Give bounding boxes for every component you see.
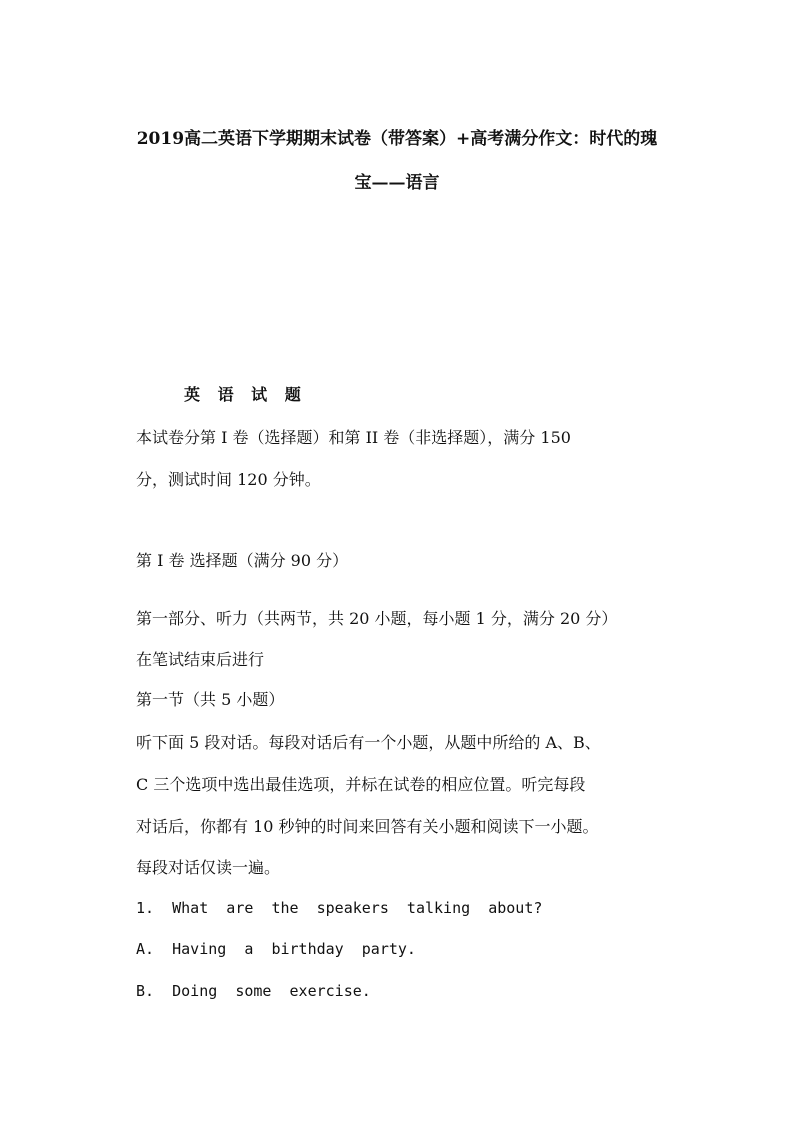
part-1-line-2: 在笔试结束后进行 xyxy=(136,650,265,669)
question-1-option-a: A. Having a birthday party. xyxy=(136,940,416,958)
section-1-heading: 第一节（共 5 小题） xyxy=(136,690,285,709)
exam-heading: 英 语 试 题 xyxy=(184,385,307,404)
question-1-option-b: B. Doing some exercise. xyxy=(136,982,371,1000)
instructions-line-4: 每段对话仅读一遍。 xyxy=(136,858,281,877)
part-1-line-1: 第一部分、听力（共两节，共 20 小题，每小题 1 分，满分 20 分） xyxy=(136,609,618,628)
document-title-line-1: 2019高二英语下学期期末试卷（带答案）+高考满分作文：时代的瑰 xyxy=(136,129,658,149)
instructions-line-2: C 三个选项中选出最佳选项，并标在试卷的相应位置。听完每段 xyxy=(136,775,586,794)
volume-1-heading: 第 I 卷 选择题（满分 90 分） xyxy=(136,551,349,570)
document-title-line-2: 宝——语言 xyxy=(354,173,440,193)
intro-line-1: 本试卷分第 I 卷（选择题）和第 II 卷（非选择题），满分 150 xyxy=(136,428,571,447)
instructions-line-3: 对话后，你都有 10 秒钟的时间来回答有关小题和阅读下一小题。 xyxy=(136,817,599,836)
question-1: 1. What are the speakers talking about? xyxy=(136,899,543,917)
intro-line-2: 分，测试时间 120 分钟。 xyxy=(136,470,321,489)
instructions-line-1: 听下面 5 段对话。每段对话后有一个小题，从题中所给的 A、B、 xyxy=(136,733,601,752)
